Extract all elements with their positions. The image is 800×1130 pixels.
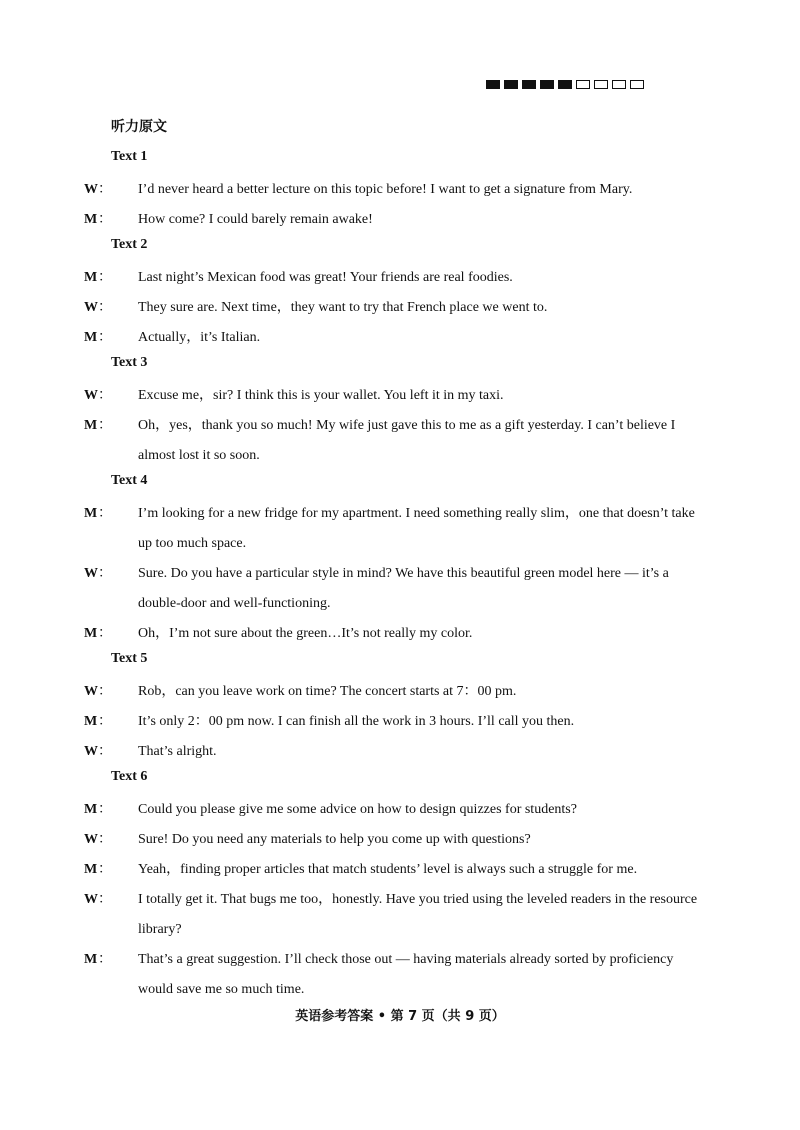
dialogue-text: Sure. Do you have a particular style in mind? We have this beautiful green model here — it’s a double-door and well-functioning. — [138, 566, 669, 611]
empty-square-mark — [612, 80, 626, 89]
text-heading: Text 3 — [111, 355, 148, 370]
header-marks — [486, 80, 644, 91]
dialogue-text: Oh，yes，thank you so much! My wife just gave this to me as a gift yesterday. I can’t believe I almost lost it so soon. — [138, 418, 676, 463]
speaker-label: W — [84, 182, 98, 197]
transcript-texts — [84, 147, 711, 1005]
speaker-label: W — [84, 832, 98, 847]
speaker-label: M — [84, 714, 98, 729]
dialogue-line: M： Last night’s Mexican food was great! Your friends are real foodies. — [111, 263, 711, 293]
dialogue-line: W： They sure are. Next time，they want to try that French place we went to. — [111, 293, 711, 323]
speaker-label: W — [84, 300, 98, 315]
dialogue-line: W： Sure. Do you have a particular style in mind? We have this beautiful green model here — it’s a double-door and well-functioning. — [111, 559, 711, 619]
text-heading: Text 6 — [111, 769, 148, 784]
dialogue-text: Actually，it’s Italian. — [138, 330, 261, 345]
filled-square-mark — [504, 80, 518, 89]
empty-square-mark — [576, 80, 590, 89]
dialogue-text: Last night’s Mexican food was great! Your friends are real foodies. — [138, 270, 513, 285]
dialogue-text: It’s only 2：00 pm now. I can finish all the work in 3 hours. I’ll call you then. — [138, 714, 575, 729]
section-title: 听力原文 — [111, 119, 167, 135]
speaker-label: M — [84, 626, 98, 641]
dialogue-text: That’s alright. — [138, 744, 217, 759]
listening-transcript — [84, 117, 711, 1005]
dialogue-text: They sure are. Next time，they want to try that French place we went to. — [138, 300, 548, 315]
text-heading: Text 4 — [111, 473, 148, 488]
speaker-label: W — [84, 566, 98, 581]
dialogue-text: Yeah，finding proper articles that match students’ level is always such a struggle for me. — [138, 862, 638, 877]
dialogue-text: I’d never heard a better lecture on this topic before! I want to get a signature from Mary. — [138, 182, 633, 197]
text-heading: Text 5 — [111, 651, 148, 666]
dialogue-line: M： That’s a great suggestion. I’ll check those out — having materials already sorted by proficiency would save me so much time. — [111, 945, 711, 1005]
speaker-label: M — [84, 330, 98, 345]
dialogue-line: W： Sure! Do you need any materials to help you come up with questions? — [111, 825, 711, 855]
dialogue-line: W： That’s alright. — [111, 737, 711, 767]
dialogue-line: M： Oh，yes，thank you so much! My wife just gave this to me as a gift yesterday. I can’t believe I almost lost it so soon. — [111, 411, 711, 471]
speaker-label: M — [84, 418, 98, 433]
dialogue-line: W： I totally get it. That bugs me too，honestly. Have you tried using the leveled readers in the resource library? — [111, 885, 711, 945]
dialogue-line: M： It’s only 2：00 pm now. I can finish all the work in 3 hours. I’ll call you then. — [111, 707, 711, 737]
speaker-label: M — [84, 506, 98, 521]
empty-square-mark — [594, 80, 608, 89]
dialogue-text: Excuse me，sir? I think this is your wallet. You left it in my taxi. — [138, 388, 504, 403]
speaker-label: M — [84, 270, 98, 285]
speaker-label: W — [84, 744, 98, 759]
dialogue-line: M： How come? I could barely remain awake! — [111, 205, 711, 235]
text-heading: Text 1 — [111, 149, 148, 164]
dialogue-line: M： Could you please give me some advice on how to design quizzes for students? — [111, 795, 711, 825]
filled-square-mark — [522, 80, 536, 89]
dialogue-line: M： Yeah，finding proper articles that match students’ level is always such a struggle for me. — [111, 855, 711, 885]
dialogue-line: M： Actually，it’s Italian. — [111, 323, 711, 353]
dialogue-text: That’s a great suggestion. I’ll check those out — having materials already sorted by proficiency would save me so much time. — [138, 952, 674, 997]
filled-square-mark — [540, 80, 554, 89]
speaker-label: M — [84, 802, 98, 817]
dialogue-line: W： Excuse me，sir? I think this is your wallet. You left it in my taxi. — [111, 381, 711, 411]
dialogue-text: Rob，can you leave work on time? The concert starts at 7：00 pm. — [138, 684, 517, 699]
speaker-label: W — [84, 892, 98, 907]
speaker-label: M — [84, 862, 98, 877]
text-heading: Text 2 — [111, 237, 148, 252]
filled-square-mark — [486, 80, 500, 89]
dialogue-line: M： Oh，I’m not sure about the green…It’s not really my color. — [111, 619, 711, 649]
filled-square-mark — [558, 80, 572, 89]
dialogue-text: I’m looking for a new fridge for my apartment. I need something really slim，one that doesn’t take up too much space. — [138, 506, 695, 551]
dialogue-text: Could you please give me some advice on how to design quizzes for students? — [138, 802, 577, 817]
speaker-label: M — [84, 212, 98, 227]
speaker-label: W — [84, 684, 98, 699]
dialogue-line: W： Rob，can you leave work on time? The concert starts at 7：00 pm. — [111, 677, 711, 707]
speaker-label: M — [84, 952, 98, 967]
page-footer: 英语参考答案 • 第 7 页（共 9 页） — [295, 1009, 505, 1024]
dialogue-text: How come? I could barely remain awake! — [138, 212, 373, 227]
dialogue-text: Sure! Do you need any materials to help you come up with questions? — [138, 832, 531, 847]
dialogue-text: I totally get it. That bugs me too，honestly. Have you tried using the leveled readers in the resource library? — [138, 892, 698, 937]
dialogue-line: W： I’d never heard a better lecture on this topic before! I want to get a signature from Mary. — [111, 175, 711, 205]
dialogue-text: Oh，I’m not sure about the green…It’s not really my color. — [138, 626, 473, 641]
speaker-label: W — [84, 388, 98, 403]
empty-square-mark — [630, 80, 644, 89]
dialogue-line: M： I’m looking for a new fridge for my apartment. I need something really slim，one that doesn’t take up too much space. — [111, 499, 711, 559]
